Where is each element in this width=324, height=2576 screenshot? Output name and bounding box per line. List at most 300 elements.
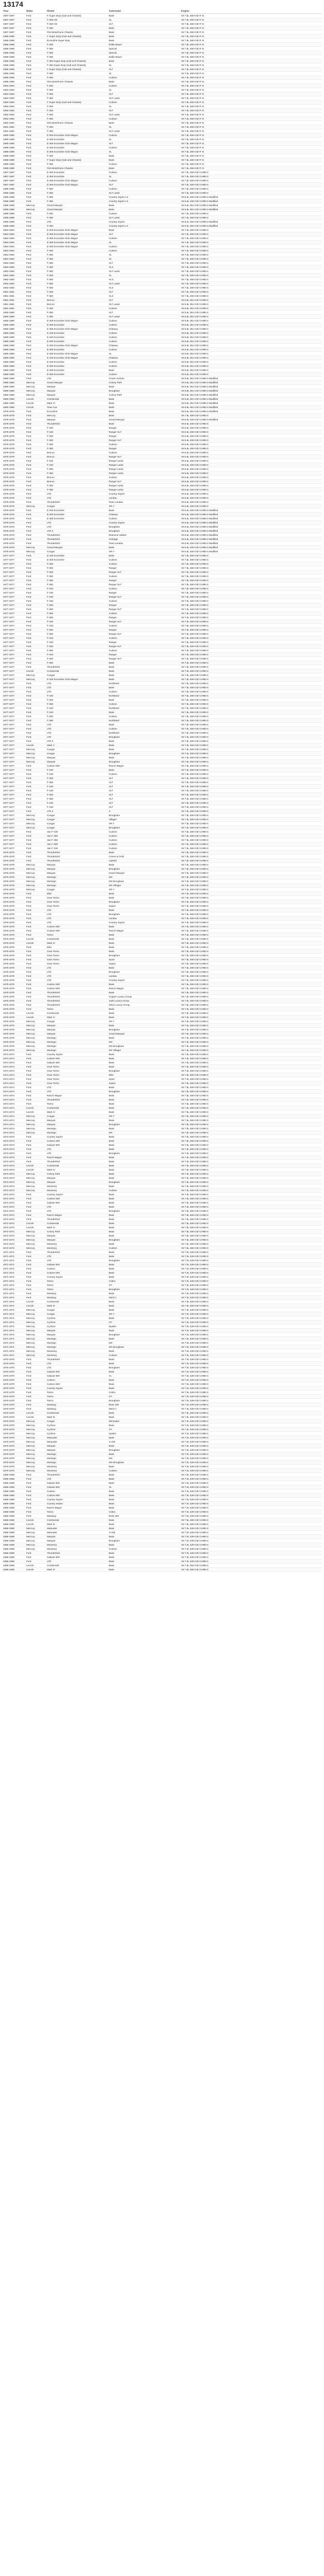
table-row [2, 335, 322, 340]
table-row [2, 389, 322, 393]
cell-make: Ford [25, 179, 46, 183]
cell-model: E-350 Econoline Club Wagon [46, 232, 108, 236]
table-row [2, 1485, 322, 1489]
table-row [2, 723, 322, 727]
cell-submodel: XL [108, 72, 180, 76]
cell-submodel: Base [108, 1477, 180, 1481]
cell-submodel: Base [108, 1444, 180, 1448]
cell-submodel: XLS [108, 286, 180, 290]
cell-year: 1984-1984 [2, 245, 25, 249]
cell-engine: V8 7.5L 460-CID CARB N [180, 838, 322, 842]
cell-model: E-350 Econoline [46, 175, 108, 179]
cell-submodel: Brougham [108, 1238, 180, 1242]
cell-make: Ford [25, 624, 46, 628]
cell-make: Ford [25, 682, 46, 686]
cell-engine: V8 7.0L 429-CID CARB N [180, 1432, 322, 1436]
cell-model: E-150 Econoline Club Wagon [46, 677, 108, 682]
cell-model: Mark VI [46, 401, 108, 405]
cell-engine: V8 7.5L 460-CID CARB N [180, 274, 322, 278]
cell-year: 1997-1997 [2, 14, 25, 18]
table-row [2, 694, 322, 698]
cell-engine: V8 7.5L 460-CID FI N [180, 55, 322, 59]
cell-engine: V8 7.5L 460-CID CARB N [180, 879, 322, 884]
cell-model: Thunderbird [46, 541, 108, 546]
cell-model: F-350 [46, 719, 108, 723]
cell-make: Ford [25, 1259, 46, 1263]
cell-make: Ford [25, 1477, 46, 1481]
cell-model: Galaxie 500 [46, 1143, 108, 1147]
table-row [2, 1077, 322, 1081]
cell-make: Ford [25, 76, 46, 80]
table-row [2, 921, 322, 925]
cell-submodel: Base [108, 1271, 180, 1275]
cell-make: Mercury [25, 818, 46, 822]
cell-submodel: Northland [108, 682, 180, 686]
cell-submodel: Ranger XLT [108, 595, 180, 599]
cell-year: 1979-1979 [2, 455, 25, 459]
cell-make: Mercury [25, 1044, 46, 1048]
cell-submodel: Base [108, 1118, 180, 1123]
cell-submodel: XLT [108, 67, 180, 72]
cell-submodel: Base [108, 1127, 180, 1131]
cell-submodel: Base [108, 669, 180, 673]
cell-make: Ford [25, 962, 46, 966]
cell-year: 1980-1980 [2, 340, 25, 344]
cell-submodel: XLT Lariat [108, 216, 180, 220]
cell-model: F Super Duty (Cab and Chassis) [46, 158, 108, 162]
cell-engine: V8 5.8L 351-CID CARB N Modified [180, 381, 322, 385]
cell-model: F-150 [46, 640, 108, 645]
table-row [2, 352, 322, 356]
cell-year: 1984-1984 [2, 228, 25, 232]
cell-engine: V8 7.5L 460-CID CARB N [180, 599, 322, 603]
cell-submodel: Base [108, 1106, 180, 1110]
cell-submodel: XL [108, 175, 180, 179]
table-row [2, 397, 322, 401]
table-row [2, 1481, 322, 1485]
cell-engine: V8 7.5L 460-CID CARB N [180, 1209, 322, 1213]
table-row [2, 756, 322, 760]
table-row [2, 1415, 322, 1419]
table-row [2, 912, 322, 917]
cell-make: Ford [25, 100, 46, 105]
cell-submodel: Base [108, 756, 180, 760]
table-row [2, 649, 322, 653]
cell-year: 1971-1971 [2, 1292, 25, 1296]
cell-year: 1968-1968 [2, 1564, 25, 1568]
table-row [2, 1123, 322, 1127]
table-row [2, 377, 322, 381]
cell-engine: V8 7.5L 460-CID CARB N [180, 1139, 322, 1143]
cell-make: Ford [25, 579, 46, 583]
table-row [2, 405, 322, 410]
cell-model: Continental [46, 669, 108, 673]
cell-make: Ford [25, 1366, 46, 1370]
cell-engine: V8 7.5L 460-CID CARB N [180, 1094, 322, 1098]
cell-model: F-250 [46, 290, 108, 294]
cell-year: 1980-1980 [2, 352, 25, 356]
cell-submodel: Base [108, 1300, 180, 1304]
cell-make: Ford [25, 459, 46, 463]
cell-engine: V8 7.5L 460-CID CARB N [180, 1024, 322, 1028]
cell-submodel: Custom [108, 117, 180, 121]
table-row [2, 517, 322, 521]
table-row [2, 958, 322, 962]
cell-make: Mercury [25, 1246, 46, 1250]
cell-model: F-250 [46, 698, 108, 702]
table-row [2, 1205, 322, 1209]
cell-submodel: XLT [108, 22, 180, 26]
cell-model: F53 Motorhome Chassis [46, 121, 108, 125]
cell-submodel: Ranger Lariat [108, 471, 180, 476]
cell-year: 1968-1968 [2, 1551, 25, 1555]
cell-submodel: Country Squire [108, 521, 180, 525]
cell-make: Mercury [25, 1242, 46, 1246]
table-row [2, 496, 322, 500]
cell-submodel: Northland [108, 719, 180, 723]
cell-submodel: Custom [108, 364, 180, 368]
cell-engine: V8 7.5L 460-CID CARB N [180, 743, 322, 748]
table-row [2, 978, 322, 982]
cell-engine: V8 7.5L 460-CID CARB N [180, 257, 322, 261]
cell-engine: V8 7.0L 429-CID CARB N [180, 1341, 322, 1345]
cell-make: Ford [25, 1489, 46, 1494]
cell-make: Ford [25, 525, 46, 529]
cell-year: 1986-1986 [2, 204, 25, 208]
cell-submodel: GT [108, 1428, 180, 1432]
table-row [2, 987, 322, 991]
cell-engine: V8 5.8L 351-CID CARB N Modified [180, 204, 322, 208]
cell-model: Continental [46, 937, 108, 941]
cell-model: Gran Torino [46, 1065, 108, 1069]
cell-model: Mark V [46, 743, 108, 748]
table-row [2, 715, 322, 719]
cell-make: Mercury [25, 1419, 46, 1423]
cell-model: F-350 [46, 294, 108, 298]
table-row [2, 1440, 322, 1444]
table-row [2, 1011, 322, 1015]
table-row [2, 616, 322, 620]
table-row [2, 125, 322, 129]
cell-make: Ford [25, 422, 46, 426]
cell-submodel: Base [108, 1564, 180, 1568]
cell-year: 1979-1979 [2, 434, 25, 438]
cell-year: 1975-1975 [2, 962, 25, 966]
table-row [2, 1259, 322, 1263]
cell-engine: V8 7.0L 429-CID CARB N [180, 1370, 322, 1374]
cell-year: 1970-1970 [2, 1415, 25, 1419]
cell-model: Thunderbird [46, 851, 108, 855]
cell-make: Ford [25, 1560, 46, 1564]
table-row [2, 142, 322, 146]
cell-make: Ford [25, 55, 46, 59]
cell-make: Ford [25, 360, 46, 364]
cell-year: 1983-1983 [2, 269, 25, 274]
table-row [2, 797, 322, 801]
cell-make: Ford [25, 665, 46, 669]
cell-submodel: Custom [108, 558, 180, 562]
cell-model: E-250 Econoline [46, 146, 108, 150]
table-row [2, 133, 322, 138]
table-row [2, 1069, 322, 1073]
cell-submodel: Ranger XLT [108, 480, 180, 484]
cell-model: F-250 [46, 253, 108, 257]
cell-make: Ford [25, 1362, 46, 1366]
cell-submodel: Base [108, 228, 180, 232]
cell-make: Ford [25, 323, 46, 327]
cell-engine: V8 5.8L 351-CID CARB N [180, 372, 322, 377]
cell-make: Mercury [25, 888, 46, 892]
cell-engine: V8 7.0L 429-CID CARB N [180, 1423, 322, 1428]
cell-model: Continental [46, 1300, 108, 1304]
cell-model: Marquis [46, 871, 108, 875]
cell-engine: V8 7.5L 460-CID CARB N [180, 603, 322, 607]
cell-model: Custom 500 [46, 987, 108, 991]
cell-submodel: XLT Lariat [108, 129, 180, 133]
cell-make: Mercury [25, 822, 46, 826]
table-row [2, 1073, 322, 1077]
cell-model: F Super Duty (Cab and Chassis) [46, 100, 108, 105]
cell-engine: V8 7.5L 460-CID FI N [180, 63, 322, 67]
cell-submodel: Northland [108, 706, 180, 710]
cell-make: Ford [25, 51, 46, 55]
cell-engine: V8 7.5L 460-CID CARB N [180, 636, 322, 640]
page-title: 13174 [3, 0, 23, 8]
cell-engine: V8 7.5L 460-CID CARB N [180, 1238, 322, 1242]
cell-submodel: Custom [108, 372, 180, 377]
cell-engine: V8 7.5L 460-CID CARB N [180, 982, 322, 987]
cell-model: LTD [46, 912, 108, 917]
cell-submodel: Jade Luxury Group [108, 999, 180, 1003]
cell-model: F-250 [46, 467, 108, 471]
cell-year: 1974-1974 [2, 1098, 25, 1102]
cell-engine: V8 7.0L 428-CID CARB N [180, 1510, 322, 1514]
cell-year: 1977-1977 [2, 785, 25, 789]
cell-year: 1971-1971 [2, 1304, 25, 1308]
table-row [2, 368, 322, 372]
cell-model: Van F-100 [46, 830, 108, 834]
table-row [2, 1292, 322, 1296]
cell-model: F-350 [46, 488, 108, 492]
cell-model: LTD [46, 525, 108, 529]
cell-submodel: Base [108, 982, 180, 987]
cell-model: Bronco [46, 298, 108, 302]
cell-year: 1990-1990 [2, 133, 25, 138]
cell-submodel: Base [108, 851, 180, 855]
cell-year: 1974-1974 [2, 1090, 25, 1094]
table-row [2, 51, 322, 55]
cell-year: 1971-1971 [2, 1337, 25, 1341]
cell-engine: V8 7.5L 460-CID CARB N [180, 1143, 322, 1147]
cell-year: 1973-1973 [2, 1160, 25, 1164]
cell-model: LTD [46, 1151, 108, 1156]
cell-engine: V8 7.5L 460-CID CARB N [180, 1011, 322, 1015]
table-row [2, 1090, 322, 1094]
cell-make: Ford [25, 768, 46, 772]
cell-make: Ford [25, 1502, 46, 1506]
cell-submodel: GT [108, 1320, 180, 1325]
cell-engine: V8 7.5L 460-CID CARB N [180, 1020, 322, 1024]
cell-engine: V8 7.5L 460-CID FI N [180, 113, 322, 117]
table-row [2, 1358, 322, 1362]
cell-submodel: Custom [108, 249, 180, 253]
cell-make: Ford [25, 236, 46, 241]
cell-engine: V8 7.5L 460-CID CARB N [180, 739, 322, 743]
cell-submodel: Base [108, 1139, 180, 1143]
cell-model: F-150 [46, 624, 108, 628]
cell-submodel: Base [108, 925, 180, 929]
cell-engine: V8 7.5L 460-CID CARB N [180, 1036, 322, 1040]
cell-model: F-250 [46, 438, 108, 443]
cell-make: Mercury [25, 1535, 46, 1539]
table-row [2, 595, 322, 599]
table-row [2, 583, 322, 587]
cell-make: Lincoln [25, 1518, 46, 1522]
cell-engine: V8 6.6L 400-CID CARB N Modified [180, 509, 322, 513]
cell-model: LTD [46, 908, 108, 912]
cell-year: 1971-1971 [2, 1283, 25, 1287]
cell-model: Mark IV [46, 1168, 108, 1172]
cell-engine: V8 7.5L 460-CID CARB N [180, 772, 322, 776]
cell-submodel: XLT [108, 785, 180, 789]
cell-make: Ford [25, 335, 46, 340]
cell-engine: V8 7.5L 460-CID CARB N [180, 1197, 322, 1201]
cell-submodel: Base [108, 397, 180, 401]
cell-make: Ford [25, 80, 46, 84]
cell-year: 1974-1974 [2, 1065, 25, 1069]
table-row [2, 1386, 322, 1391]
cell-submodel: Boss 429 [108, 1514, 180, 1518]
cell-make: Ford [25, 1213, 46, 1217]
cell-make: Ford [25, 958, 46, 962]
cell-year: 1974-1974 [2, 1061, 25, 1065]
cell-model: Monterey [46, 1242, 108, 1246]
cell-submodel: Brougham [108, 752, 180, 756]
table-row [2, 220, 322, 224]
cell-submodel: Base [108, 121, 180, 125]
cell-year: 1978-1978 [2, 513, 25, 517]
cell-engine: V8 7.0L 429-CID CARB N [180, 1399, 322, 1403]
cell-submodel: Base [108, 35, 180, 39]
cell-engine: V8 6.6L 400-CID CARB N [180, 451, 322, 455]
table-row [2, 842, 322, 846]
cell-engine: V8 7.5L 460-CID CARB N [180, 570, 322, 574]
cell-engine: V8 7.5L 460-CID CARB N [180, 607, 322, 612]
cell-submodel: Custom [108, 212, 180, 216]
cell-submodel: Chateau [108, 344, 180, 348]
cell-submodel: Base [108, 1217, 180, 1222]
cell-model: Cougar [46, 826, 108, 830]
cell-submodel: Base [108, 892, 180, 896]
table-row [2, 372, 322, 377]
table-row [2, 401, 322, 405]
table-row [2, 1378, 322, 1382]
cell-model: F-250 [46, 88, 108, 92]
cell-submodel: Base [108, 1197, 180, 1201]
cell-model: Mustang [46, 1407, 108, 1411]
table-row [2, 183, 322, 187]
cell-engine: V8 7.5L 460-CID CARB N [180, 562, 322, 566]
cell-engine: V8 7.5L 460-CID CARB N [180, 579, 322, 583]
cell-submodel: Base [108, 1007, 180, 1011]
cell-engine: V8 7.5L 460-CID CARB N [180, 1568, 322, 1572]
cell-model: Grand Marquis [46, 208, 108, 212]
cell-model: Galaxie 500 [46, 1370, 108, 1374]
table-row [2, 677, 322, 682]
cell-year: 1980-1980 [2, 360, 25, 364]
cell-submodel: Custom [108, 331, 180, 335]
cell-engine: V8 6.6L 400-CID CARB N Modified [180, 541, 322, 546]
cell-engine: V8 5.0L 302-CID CARB N Modified [180, 224, 322, 228]
cell-submodel: Base [108, 204, 180, 208]
cell-engine: V8 6.6L 400-CID CARB N [180, 488, 322, 492]
cell-submodel: MX Villager [108, 884, 180, 888]
cell-submodel: Brougham [108, 389, 180, 393]
cell-make: Ford [25, 735, 46, 739]
cell-year: 1969-1969 [2, 1547, 25, 1551]
cell-model: LTD [46, 1362, 108, 1366]
cell-engine: V8 7.5L 460-CID CARB N [180, 249, 322, 253]
cell-make: Mercury [25, 1428, 46, 1432]
cell-year: 1994-1994 [2, 88, 25, 92]
cell-make: Ford [25, 562, 46, 566]
cell-year: 1973-1973 [2, 1156, 25, 1160]
cell-model: F Super Duty (Cab and Chassis) [46, 67, 108, 72]
cell-engine: V8 7.5L 460-CID FI N [180, 109, 322, 113]
cell-make: Mercury [25, 884, 46, 888]
cell-make: Mercury [25, 875, 46, 879]
cell-model: F-350 [46, 443, 108, 447]
cell-submodel: Spoiler [108, 1325, 180, 1329]
cell-year: 1974-1974 [2, 1094, 25, 1098]
cell-submodel: XL [108, 253, 180, 257]
cell-model: F-100 [46, 653, 108, 657]
cell-submodel: Base [108, 39, 180, 43]
cell-model: F-250 [46, 562, 108, 566]
table-row [2, 1514, 322, 1518]
cell-submodel: Custom [108, 846, 180, 851]
table-row [2, 702, 322, 706]
cell-submodel: Base [108, 410, 180, 414]
cell-model: F-250 [46, 261, 108, 265]
cell-make: Mercury [25, 1444, 46, 1448]
table-row [2, 1024, 322, 1028]
table-row [2, 1287, 322, 1292]
cell-make: Ford [25, 278, 46, 282]
cell-year: 1969-1969 [2, 1485, 25, 1489]
cell-year: 1977-1977 [2, 698, 25, 702]
cell-year: 1976-1976 [2, 925, 25, 929]
cell-submodel: Base [108, 1465, 180, 1469]
cell-make: Ford [25, 1139, 46, 1143]
cell-year: 1976-1976 [2, 884, 25, 888]
table-row [2, 954, 322, 958]
cell-engine: V8 6.6L 400-CID CARB N [180, 426, 322, 430]
cell-model: F-150 [46, 789, 108, 793]
cell-engine: V8 7.5L 460-CID CARB N [180, 966, 322, 970]
cell-submodel: Custom [108, 636, 180, 640]
cell-submodel: Custom [108, 319, 180, 323]
cell-make: Ford [25, 484, 46, 488]
cell-make: Ford [25, 1160, 46, 1164]
cell-year: 1970-1970 [2, 1403, 25, 1407]
table-row [2, 1423, 322, 1428]
cell-year: 1980-1980 [2, 397, 25, 401]
cell-submodel: Base [108, 1337, 180, 1341]
cell-submodel: Base [108, 933, 180, 937]
cell-submodel: Base [108, 1560, 180, 1564]
cell-make: Ford [25, 933, 46, 937]
